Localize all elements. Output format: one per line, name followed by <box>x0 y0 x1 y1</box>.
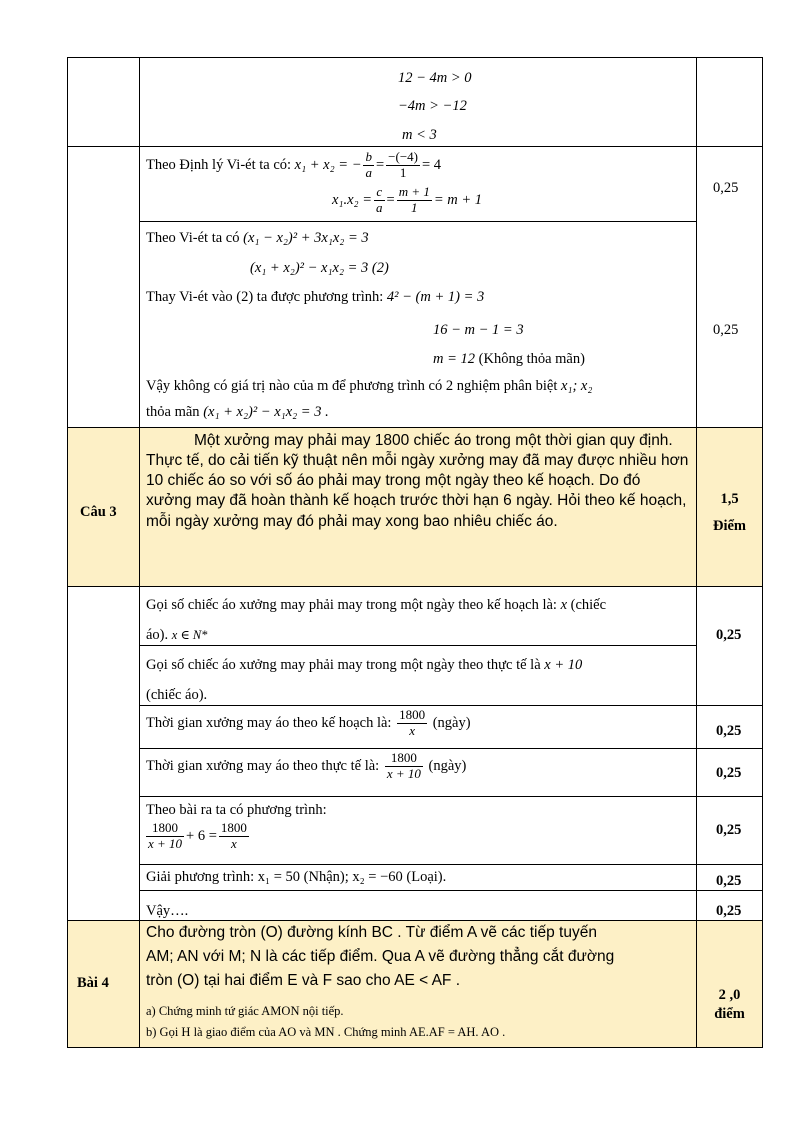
row3-line-4: 16 − m − 1 = 3 <box>433 322 524 338</box>
row3-line-7: thỏa mãn (x₁ + x₂)² − x₁x₂ = 3 . <box>146 404 329 420</box>
sol3-line-5: Thời gian xưởng may áo theo kế hoạch là: $\frac{1800}{x}$ (ngày) <box>146 707 471 738</box>
bai4-score-unit: điểm <box>714 1006 745 1022</box>
sol3-line-2: áo). x ∈ N* <box>146 627 208 643</box>
cau3-score-unit: Điểm <box>712 518 746 534</box>
sol3-line-9: Vậy…. <box>146 903 189 919</box>
row3-line-2: (x₁ + x₂)² − x₁x₂ = 3 (2) <box>250 260 389 276</box>
sol3-score-6: 0,25 <box>716 903 742 919</box>
row3-line-1: Theo Vi-ét ta có (x₁ − x₂)² + 3x₁x₂ = 3 <box>146 230 369 246</box>
ineq-line-1: 12 − 4m > 0 <box>398 70 472 86</box>
row3-score: 0,25 <box>713 322 739 338</box>
sol3-score-2: 0,25 <box>716 723 742 739</box>
cau3-problem: Một xưởng may phải may 1800 chiếc áo trong một thời gian quy định. Thực tế, do cải tiến kỹ thuật nên mỗi ngày xưởng may đã may được nhiều hơn 10 chiếc áo so với số áo phải may trong một ngày theo kế hoạch. Do đó xưởng may đã hoàn thành kế hoạch trước thời hạn 6 ngày. Hỏi theo kế hoạch, mỗi ngày xưởng may đó phải may xong bao nhiêu chiếc áo. <box>146 432 689 530</box>
sol3-line-3: Gọi số chiếc áo xưởng may phải may trong một ngày theo thực tế là x + 10 <box>146 657 583 673</box>
bai4-line-3: tròn (O) tại hai điểm E và F sao cho AE < AF . <box>146 972 461 989</box>
row3-line-6: Vậy không có giá trị nào của m để phương trình có 2 nghiệm phân biệt x₁; x₂ <box>146 378 593 394</box>
sol3-score-4: 0,25 <box>716 822 742 838</box>
cau3-score-value: 1,5 <box>720 491 739 507</box>
sol3-line-8: Giải phương trình: x₁ = 50 (Nhận); x₂ = −60 (Loại). <box>146 869 447 885</box>
cau3-label: Câu 3 <box>80 504 117 520</box>
bai4-label: Bài 4 <box>77 975 109 991</box>
bai4-line-4: a) Chứng minh tứ giác AMON nội tiếp. <box>146 1004 344 1018</box>
ineq-line-3: m < 3 <box>402 127 437 143</box>
bai4-line-2: AM; AN với M; N là các tiếp điểm. Qua A vẽ đường thẳng cắt đường <box>146 948 615 965</box>
sol3-line-7: Theo bài ra ta có phương trình: <box>146 802 327 818</box>
row2-score: 0,25 <box>713 180 739 196</box>
bai4-score-value: 2 ,0 <box>718 987 741 1003</box>
row3-line-5: m = 12 (Không thỏa mãn) <box>433 351 585 367</box>
vieta-product-line: x₁.x₂ = $\frac{c}{a}$ = $\frac{m + 1}{1}$ = m + 1 <box>332 184 483 215</box>
vieta-sum-line: Theo Định lý Vi-ét ta có: x₁ + x₂ = − $\frac{b}{a}$ = $\frac{-(-4)}{1}$ = 4 <box>146 149 442 180</box>
sol3-score-5: 0,25 <box>716 873 742 889</box>
sol3-score-1: 0,25 <box>716 627 742 643</box>
row3-line-3: Thay Vi-ét vào (2) ta được phương trình: 4² − (m + 1) = 3 <box>146 289 485 305</box>
sol3-score-3: 0,25 <box>716 765 742 781</box>
sol3-line-1: Gọi số chiếc áo xưởng may phải may trong một ngày theo kế hoạch là: x (chiếc <box>146 597 607 613</box>
sol3-equation: $\frac{1800}{x + 10}$ + 6 = $\frac{1800}{x}$ <box>148 820 247 851</box>
bai4-line-1: Cho đường tròn (O) đường kính BC . Từ điểm A vẽ các tiếp tuyến <box>146 924 597 941</box>
ineq-line-2: −4m > −12 <box>398 98 467 114</box>
sol3-line-6: Thời gian xưởng may áo theo thực tế là: $\frac{1800}{x + 10}$ (ngày) <box>146 750 467 781</box>
sol3-line-4: (chiếc áo). <box>146 687 208 703</box>
bai4-line-5: b) Gọi H là giao điểm của AO và MN . Chứng minh AE.AF = AH. AO . <box>146 1025 506 1039</box>
